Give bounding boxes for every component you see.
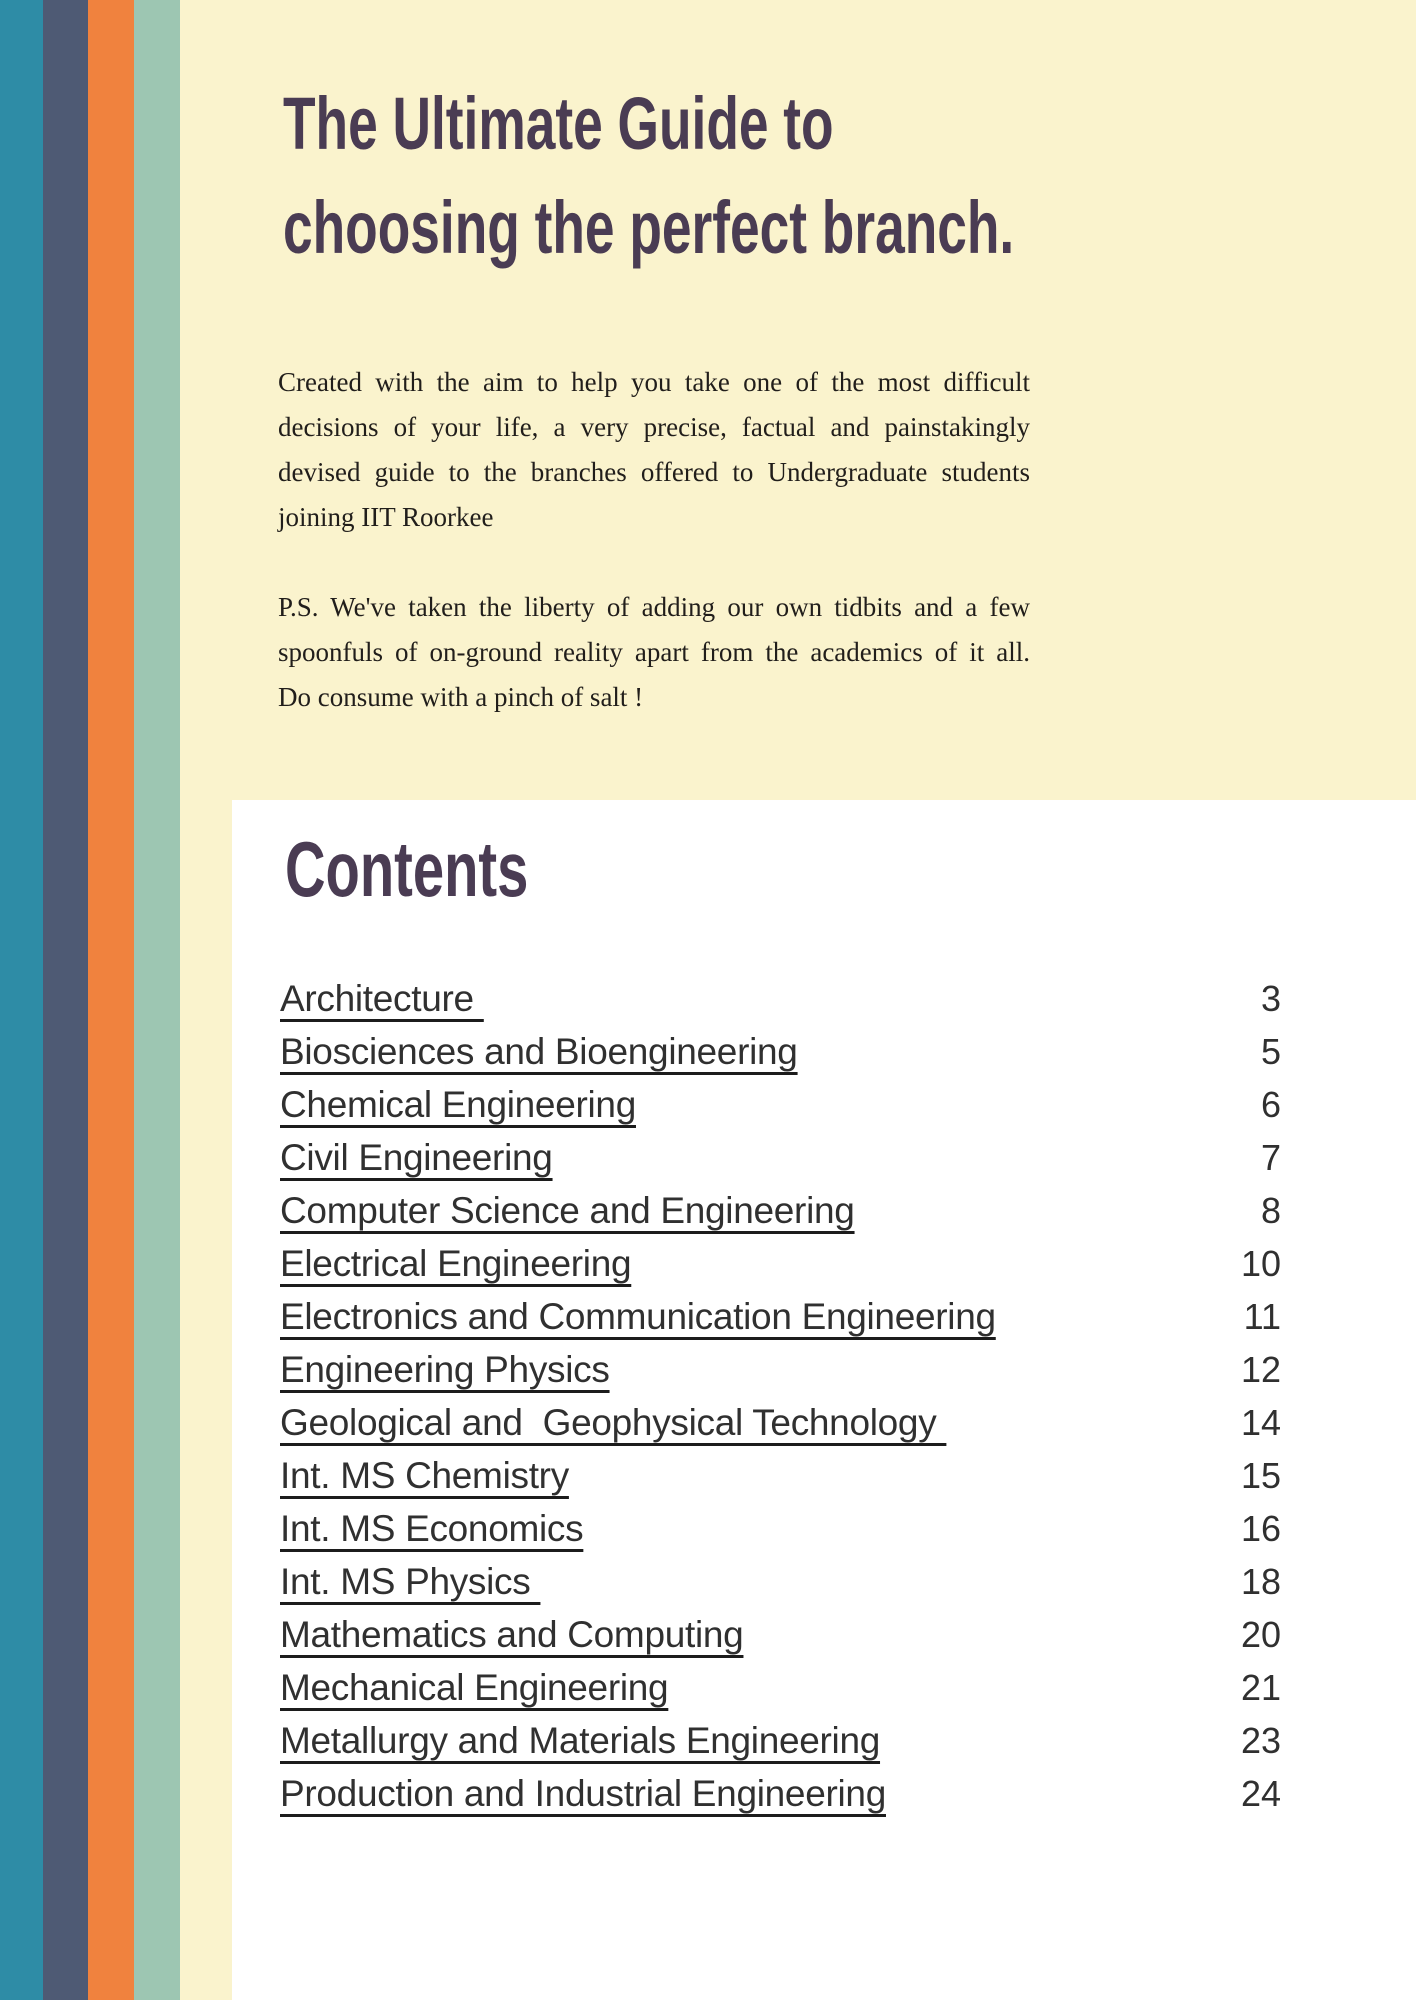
toc-entry-link[interactable]: Electronics and Communication Engineering [280,1296,996,1337]
toc-row [280,972,1281,1025]
stripe-orange [88,0,134,2000]
toc-row [280,1449,1281,1502]
stripe-sage [134,0,180,2000]
toc-page-number: 20 [1240,1614,1281,1655]
contents-heading: Contents [285,825,529,913]
toc-row [280,1608,1281,1661]
toc-page-number: 11 [1243,1296,1281,1337]
toc-entry-link[interactable]: Mathematics and Computing [280,1614,744,1655]
toc-entry-link[interactable]: Int. MS Chemistry [280,1455,569,1496]
toc-page-number: 18 [1240,1561,1281,1602]
toc-row [280,1237,1281,1290]
toc-entry-link[interactable]: Production and Industrial Engineering [280,1773,886,1814]
toc-entry-link[interactable]: Civil Engineering [280,1137,553,1178]
toc-row [280,1714,1281,1767]
toc-entry-link[interactable]: Mechanical Engineering [280,1667,669,1708]
toc-page-number: 15 [1240,1455,1281,1496]
toc-row [280,1078,1281,1131]
toc-page-number: 3 [1260,978,1281,1019]
stripe-teal [0,0,43,2000]
toc-entry-link[interactable]: Biosciences and Bioengineering [280,1031,798,1072]
toc-entry-link[interactable]: Int. MS Physics [280,1561,541,1602]
toc-entry-link[interactable]: Computer Science and Engineering [280,1190,855,1231]
toc-entry-link[interactable]: Architecture [280,978,484,1019]
intro-text-line: joining IIT Roorkee [278,502,494,532]
intro-text-line: Do consume with a pinch of salt ! [278,682,644,712]
toc-entry-link[interactable]: Metallurgy and Materials Engineering [280,1720,881,1761]
page-title [283,72,1014,280]
toc-page-number: 23 [1240,1720,1281,1761]
toc-row [280,1767,1281,1820]
toc-page-number: 12 [1240,1349,1281,1390]
toc-entry-link[interactable]: Chemical Engineering [280,1084,636,1125]
toc-entry-link[interactable]: Engineering Physics [280,1349,610,1390]
toc-entry-link[interactable]: Electrical Engineering [280,1243,632,1284]
toc-page-number: 7 [1260,1137,1281,1178]
toc-row [280,1661,1281,1714]
toc-page-number: 16 [1240,1508,1281,1549]
toc-row [280,1502,1281,1555]
table-of-contents [280,972,1281,1820]
toc-page-number: 24 [1240,1773,1281,1814]
toc-row [280,1025,1281,1078]
toc-page-number: 14 [1240,1402,1281,1443]
toc-entry-link[interactable]: Geological and Geophysical Technology [280,1402,947,1443]
intro-text-line: decisions of your life, a very precise, factual and painstakingly [278,412,1030,442]
toc-row [280,1396,1281,1449]
toc-row [280,1131,1281,1184]
toc-row [280,1184,1281,1237]
intro-paragraph-2 [278,585,1030,720]
intro-text-line: Created with the aim to help you take one of the most difficult [278,367,1030,397]
intro-paragraph-1 [278,360,1030,540]
toc-row [280,1343,1281,1396]
toc-row [280,1290,1281,1343]
toc-page-number: 5 [1260,1031,1281,1072]
intro-text-line: spoonfuls of on-ground reality apart from the academics of it all. [278,637,1030,667]
toc-row [280,1555,1281,1608]
stripe-slate [43,0,88,2000]
toc-entry-link[interactable]: Int. MS Economics [280,1508,584,1549]
page-title-line-1: The Ultimate Guide to [283,82,834,165]
toc-page-number: 21 [1240,1667,1281,1708]
intro-text-line: P.S. We've taken the liberty of adding our own tidbits and a few [278,592,1030,622]
toc-page-number: 8 [1260,1190,1281,1231]
intro-text-line: devised guide to the branches offered to Undergraduate students [278,457,1030,487]
page-title-line-2: choosing the perfect branch. [283,186,1015,269]
toc-page-number: 6 [1260,1084,1281,1125]
toc-page-number: 10 [1240,1243,1281,1284]
